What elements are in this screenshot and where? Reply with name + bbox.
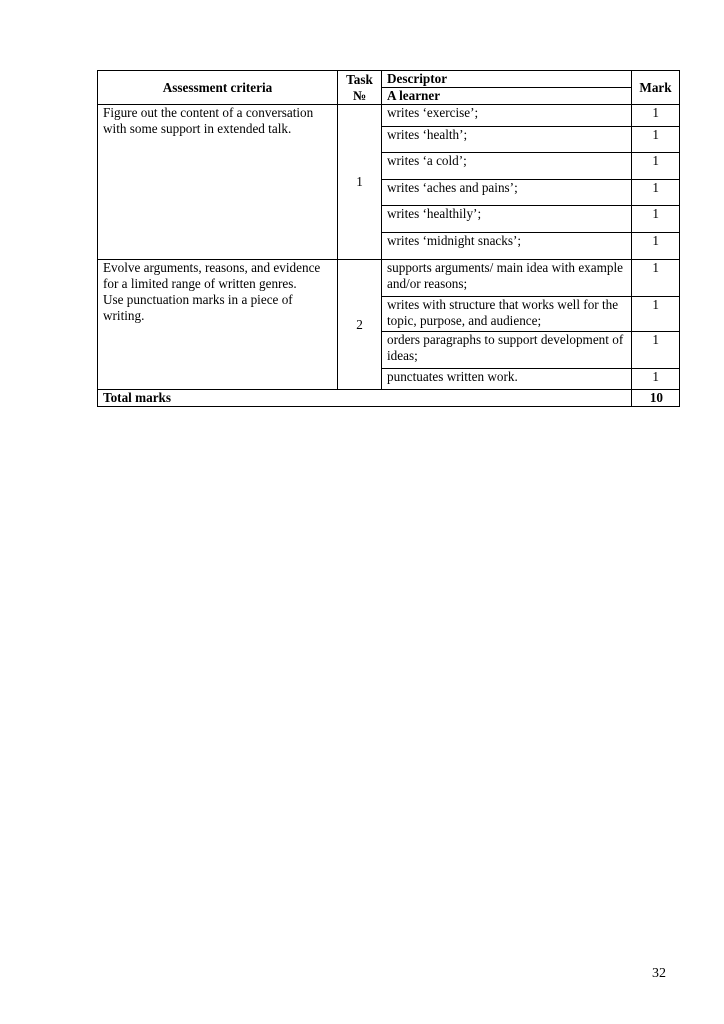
mark-cell: 1	[632, 153, 680, 180]
task-number-2: 2	[338, 260, 382, 390]
task-number-1: 1	[338, 105, 382, 260]
mark-cell: 1	[632, 260, 680, 297]
mark-cell: 1	[632, 297, 680, 332]
header-assessment-criteria: Assessment criteria	[98, 71, 338, 105]
header-task-label: Task	[346, 71, 373, 87]
header-a-learner: A learner	[382, 88, 632, 105]
header-task-number	[338, 71, 382, 105]
header-number-sign: №	[352, 87, 367, 103]
total-marks-value: 10	[632, 390, 680, 407]
descriptor-cell: writes with structure that works well for the topic, purpose, and audience;	[382, 297, 632, 332]
criteria-line: Evolve arguments, reasons, and evidence for a limited range of written genres.	[103, 260, 321, 291]
total-row	[98, 390, 680, 407]
criteria-task-2	[98, 260, 338, 390]
descriptor-cell: writes ‘healthily’;	[382, 206, 632, 233]
table-row	[98, 105, 680, 127]
table-row	[98, 260, 680, 297]
descriptor-cell: writes ‘health’;	[382, 127, 632, 153]
assessment-table	[97, 70, 680, 407]
header-descriptor: Descriptor	[382, 71, 632, 88]
total-marks-label: Total marks	[98, 390, 632, 407]
descriptor-cell: writes ‘a cold’;	[382, 153, 632, 180]
mark-cell: 1	[632, 332, 680, 369]
criteria-line: Use punctuation marks in a piece of writing.	[103, 292, 293, 323]
mark-cell: 1	[632, 369, 680, 390]
descriptor-cell: writes ‘aches and pains’;	[382, 180, 632, 206]
mark-cell: 1	[632, 105, 680, 127]
page-number: 32	[652, 966, 666, 981]
header-mark: Mark	[632, 71, 680, 105]
descriptor-cell: writes ‘midnight snacks’;	[382, 233, 632, 260]
descriptor-cell: orders paragraphs to support development of ideas;	[382, 332, 632, 369]
descriptor-cell: punctuates written work.	[382, 369, 632, 390]
descriptor-cell: writes ‘exercise’;	[382, 105, 632, 127]
mark-cell: 1	[632, 206, 680, 233]
criteria-task-1: Figure out the content of a conversation with some support in extended talk.	[98, 105, 338, 260]
mark-cell: 1	[632, 180, 680, 206]
descriptor-cell: supports arguments/ main idea with example and/or reasons;	[382, 260, 632, 297]
mark-cell: 1	[632, 233, 680, 260]
mark-cell: 1	[632, 127, 680, 153]
